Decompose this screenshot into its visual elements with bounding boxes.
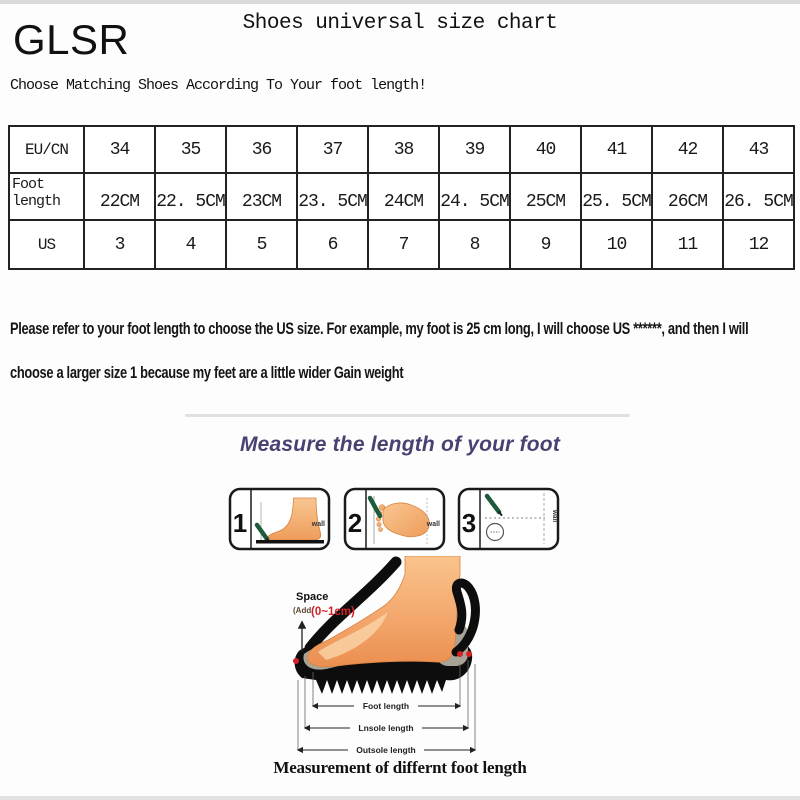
size-note-circle [487, 524, 504, 541]
wall-label: wall [551, 509, 558, 523]
size-cell: 5 [226, 220, 297, 269]
size-cell: 11 [652, 220, 723, 269]
size-cell: 35 [155, 126, 226, 173]
step-number: 1 [232, 508, 248, 538]
red-dot-heel-1 [457, 651, 463, 657]
diagram-caption: Measurement of differnt foot length [273, 758, 527, 777]
size-cell: 26. 5CM [723, 173, 794, 220]
row-label: US [9, 220, 84, 269]
size-cell: 23. 5CM [297, 173, 368, 220]
size-cell: 25CM [510, 173, 581, 220]
size-table [8, 125, 795, 270]
insole-length-label: Lnsole length [358, 723, 414, 733]
size-cell: 10 [581, 220, 652, 269]
step-panel-2 [343, 486, 446, 552]
size-cell: 25. 5CM [581, 173, 652, 220]
size-cell: 7 [368, 220, 439, 269]
size-cell: 42 [652, 126, 723, 173]
measure-steps [228, 486, 560, 552]
step-number: 3 [461, 508, 477, 538]
size-cell: 26CM [652, 173, 723, 220]
brand-logo: GLSR [13, 16, 130, 63]
size-cell: 36 [226, 126, 297, 173]
step-number: 2 [347, 508, 362, 538]
toe [376, 522, 380, 526]
size-cell: 34 [84, 126, 155, 173]
size-cell: 24. 5CM [439, 173, 510, 220]
foot-length-label: Foot length [362, 701, 410, 711]
subtitle-text: Choose Matching Shoes According To Your foot length! [10, 77, 427, 94]
row-label: EU/CN [9, 126, 84, 173]
size-cell: 4 [155, 220, 226, 269]
bottom-edge-strip [0, 796, 800, 800]
size-cell: 41 [581, 126, 652, 173]
size-cell: 9 [510, 220, 581, 269]
floor-line [256, 540, 324, 544]
top-edge-strip [0, 0, 800, 4]
size-cell: 22CM [84, 173, 155, 220]
divider-smudge [185, 414, 630, 417]
toe [379, 505, 385, 511]
outsole-length-label: Outsole length [356, 745, 416, 755]
measure-heading: Measure the length of your foot [239, 433, 561, 456]
table-row-eu-cn [9, 126, 794, 173]
note-line-2: choose a larger size 1 because my feet are a little wider Gain weight [10, 364, 404, 382]
size-cell: 12 [723, 220, 794, 269]
wall-label: wall [311, 521, 325, 528]
red-dot-heel-2 [466, 651, 472, 657]
size-cell: 3 [84, 220, 155, 269]
row-label: Foot length [9, 173, 84, 220]
page-title: Shoes universal size chart [242, 12, 558, 35]
red-dot-toe [293, 658, 299, 664]
size-cell: 37 [297, 126, 368, 173]
foot-measurement-diagram [288, 556, 488, 762]
size-cell: 22. 5CM [155, 173, 226, 220]
step-panel-3 [457, 486, 560, 552]
table-row-us [9, 220, 794, 269]
step-panel-1 [228, 486, 331, 552]
size-cell: 24CM [368, 173, 439, 220]
space-label: Space [296, 591, 329, 603]
space-value: (0~1cm) [311, 606, 355, 618]
size-cell: 38 [368, 126, 439, 173]
note-line-1: Please refer to your foot length to choose the US size. For example, my foot is 25 cm long, I will choose US ******, and then I will [10, 320, 749, 338]
wall-label: wall [426, 521, 440, 528]
size-cell: 23CM [226, 173, 297, 220]
space-prefix: (Add [293, 606, 312, 615]
table-row-foot-length [9, 173, 794, 220]
size-cell: 40 [510, 126, 581, 173]
size-cell: 39 [439, 126, 510, 173]
toe [378, 528, 382, 532]
size-cell: 6 [297, 220, 368, 269]
size-cell: 8 [439, 220, 510, 269]
size-cell: 43 [723, 126, 794, 173]
